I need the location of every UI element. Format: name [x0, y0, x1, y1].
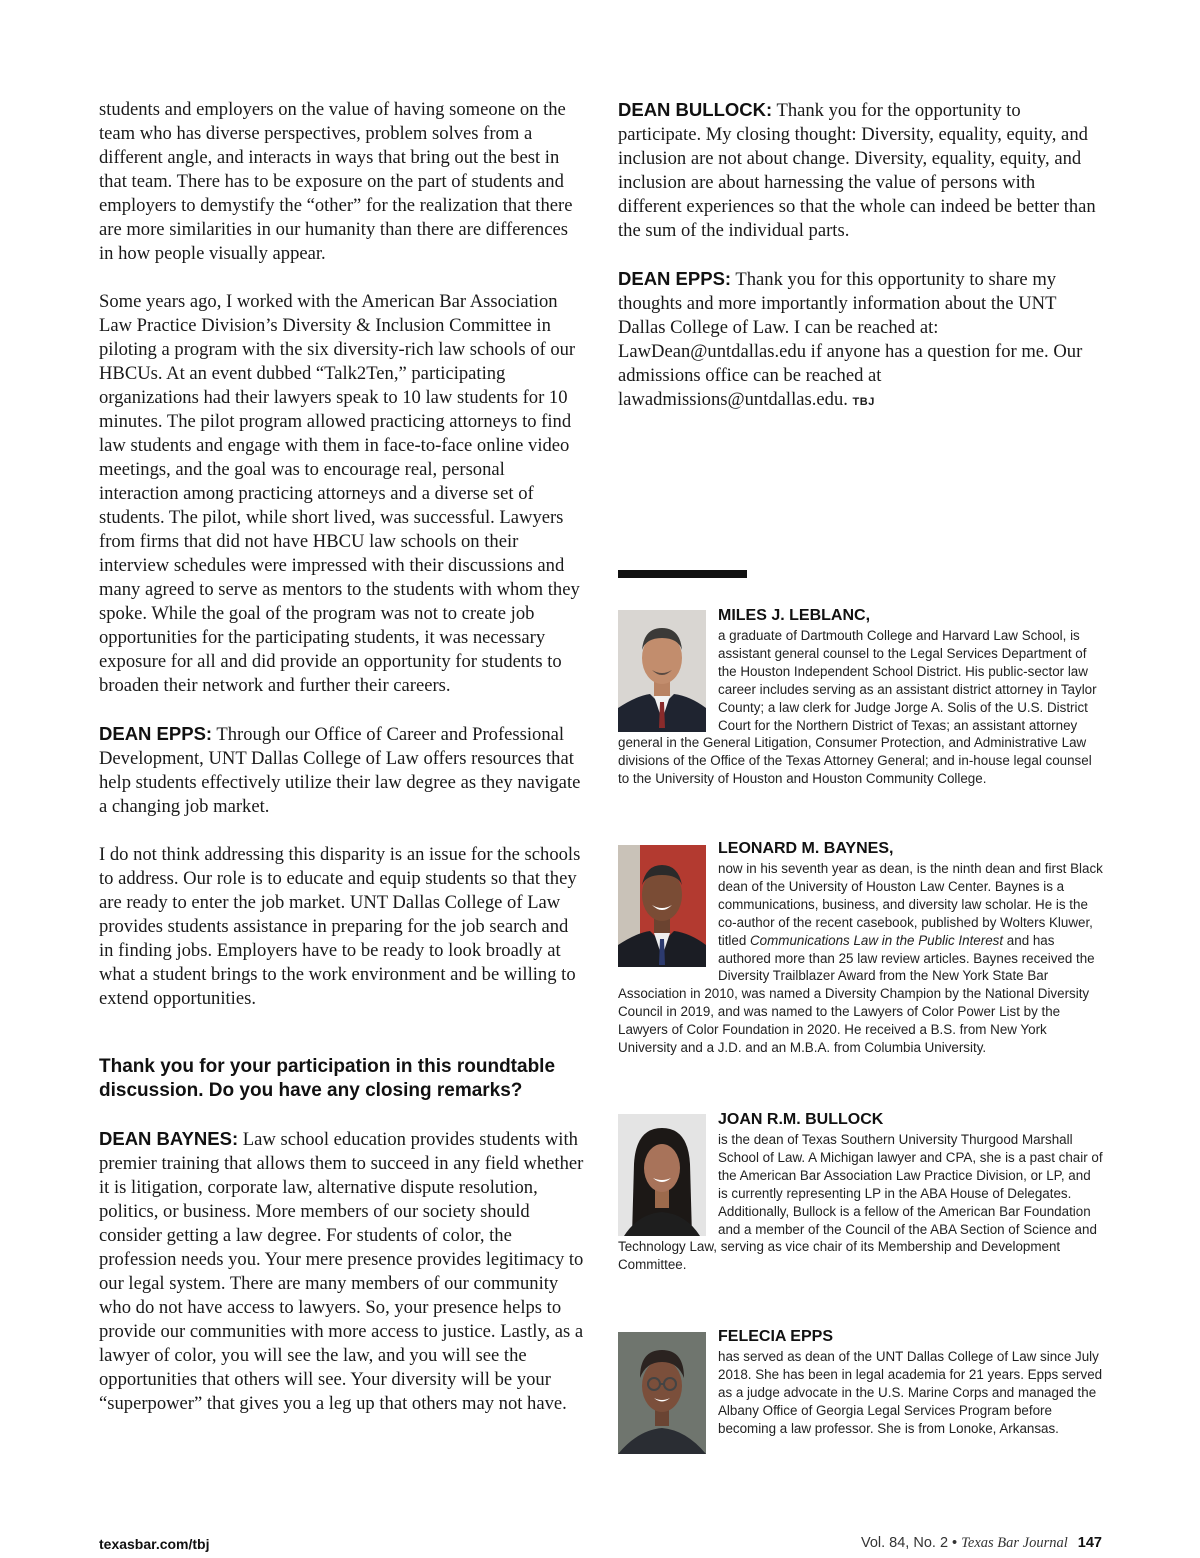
- right-column: [618, 98, 1103, 438]
- bio-text: has served as dean of the UNT Dallas College of Law since July 2018. She has been in legal academia for 21 years. Epps served as a judge advocate in the U.S. Marine Corps and managed the Albany Office of Georgia Legal Services Program before becoming a law professor. She is from Lonoke, Arkansas.: [718, 1349, 1103, 1436]
- bio-name: JOAN R.M. BULLOCK: [718, 1111, 884, 1128]
- left-column: [99, 98, 584, 1440]
- bio-leblanc: [618, 605, 1103, 788]
- body-paragraph: I do not think addressing this disparity is an issue for the schools to address. Our role is to educate and equip students so that they are ready to enter the job market. UNT Dallas College of Law provides students assistance in preparing for the job search and in finding jobs. Employers have to be ready to look broadly at what a student brings to the work environment and be willing to extend opportunities.: [99, 844, 581, 1009]
- body-paragraph: Some years ago, I worked with the American Bar Association Law Practice Division’s Diversity & Inclusion Committee in piloting a program with the six diversity-rich law schools of our HBCUs. At an event dubbed “Talk2Ten,” participating organizations had their lawyers speak to 10 law students for 10 minutes. The pilot program allowed practicing attorneys to find law students and engage with them in face-to-face online video meetings, and the goal was to encourage real, personal interaction among practicing attorneys and a diverse set of students. The pilot, while short lived, was successful. Lawyers from firms that did not have HBCU law schools on their interview schedules were impressed with their discussions and many agreed to serve as mentors to the students with whom they spoke. While the goal of the program was not to create job opportunities for the participating students, it was necessary exposure for all and did provide an opportunity for students to broaden their network and further their careers.: [99, 291, 580, 696]
- bio-name: MILES J. LEBLANC,: [718, 607, 871, 624]
- speaker-label: DEAN EPPS:: [99, 723, 213, 744]
- speaker-paragraph: [618, 267, 1103, 414]
- footer-volume: Vol. 84, No. 2: [860, 1535, 949, 1551]
- end-mark: TBJ: [852, 396, 875, 408]
- bio-bullock: [618, 1109, 1103, 1274]
- portrait-photo: [618, 845, 706, 967]
- bio-name: LEONARD M. BAYNES,: [718, 840, 894, 857]
- speaker-label: DEAN BULLOCK:: [618, 99, 773, 120]
- page-number: 147: [1077, 1535, 1102, 1551]
- interview-question: Thank you for your participation in this roundtable discussion. Do you have any closing remarks?: [99, 1056, 556, 1101]
- bio-text: and has authored more than 25 law review articles. Baynes received the Diversity Trailblazer Award from the New York State Bar Association in 2010, was named a Diversity Champion by the National Diversity Council in 2019, and was named to the Lawyers of Color Power List by the Lawyers of Color Foundation in 2020. He received a B.S. from New York University and a J.D. and an M.B.A. from Columbia University.: [618, 932, 1095, 1056]
- bio-text: is the dean of Texas Southern University Thurgood Marshall School of Law. A Michigan lawyer and CPA, she is a past chair of the American Bar Association Law Practice Division, or LP, and is currently representing LP in the ABA House of Delegates. Additionally, Bullock is a fellow of the American Bar Foundation and a member of the Council of the ABA Section of Science and Technology Law, serving as vice chair of its Membership and Development Committee.: [618, 1132, 1103, 1273]
- speaker-text: Law school education provides students with premier training that allows them to succeed in any field whether it is litigation, corporate law, alternative dispute resolution, politics, or business. More members of our society should consider getting a law degree. For students of color, the profession needs you. Your mere presence provides legitimacy to our legal system. There are many members of our community who do not have access to lawyers. So, your presence helps to provide our communities with more access to justice. Lastly, as a lawyer of color, you will see the law, and you will see the opportunities that others will see. Your diversity will be your “superpower” that gives you a leg up that others may not have.: [99, 1129, 584, 1414]
- bio-epps: [618, 1326, 1103, 1456]
- footer-bullet: •: [952, 1535, 958, 1551]
- speaker-text: Thank you for this opportunity to share my thoughts and more importantly information about the UNT Dallas College of Law. I can be reached at: LawDean@untdallas.edu if anyone has a question for me. Our admissions office can be reached at lawadmissions@untdallas.edu.: [618, 269, 1083, 410]
- body-paragraph: students and employers on the value of having someone on the team who has diverse perspectives, problem solves from a different angle, and interacts in ways that bring out the best in that team. There has to be exposure on the part of students and employers to demystify the “other” for the realization that there are more similarities in our humanity than there are differences in how people visually appear.: [99, 99, 573, 264]
- bio-text: a graduate of Dartmouth College and Harvard Law School, is assistant general counsel to the Legal Services Department of the Houston Independent School District. His public-sector law career includes serving as an assistant district attorney in Taylor County; a law clerk for Judge Jorge A. Solis of the U.S. District Court for the Northern District of Texas; an assistant attorney general in the General Litigation, Consumer Protection, and Administrative Law divisions of the Office of the Texas Attorney General; and in-house legal counsel to the University of Houston and Houston Community College.: [618, 628, 1097, 787]
- section-rule: [618, 570, 747, 578]
- bio-text: now in his seventh year as dean, is the ninth dean and first Black dean of the University of Houston Law Center. Baynes is a communications, business, and diversity law scholar. He is the co-author of the recent casebook, published by Wolters Kluwer, titled: [718, 861, 1103, 948]
- portrait-photo: [618, 1114, 706, 1236]
- footer-url[interactable]: texasbar.com/tbj: [99, 1536, 210, 1552]
- portrait-photo: [618, 1332, 706, 1454]
- speaker-label: DEAN BAYNES:: [99, 1128, 239, 1149]
- footer-journal: Texas Bar Journal: [961, 1535, 1068, 1551]
- book-title: Communications Law in the Public Interest: [750, 932, 1004, 948]
- portrait-photo: [618, 610, 706, 732]
- footer-folio: [861, 1535, 1102, 1552]
- speaker-paragraph: [99, 722, 584, 819]
- speaker-text: Through our Office of Career and Professional Development, UNT Dallas College of Law offers resources that help students effectively utilize their law degree as they navigate a changing job market.: [99, 724, 581, 817]
- speaker-paragraph: [618, 98, 1103, 243]
- bio-baynes: [618, 838, 1103, 1057]
- speaker-paragraph: [99, 1127, 584, 1416]
- bio-name: FELECIA EPPS: [718, 1328, 833, 1345]
- speaker-text: Thank you for the opportunity to participate. My closing thought: Diversity, equality, equity, and inclusion are not about change. Diversity, equality, equity, and inclusion are about harnessing the value of persons with different experiences so that the whole can indeed be better than the sum of the individual parts.: [618, 100, 1096, 241]
- speaker-label: DEAN EPPS:: [618, 268, 732, 289]
